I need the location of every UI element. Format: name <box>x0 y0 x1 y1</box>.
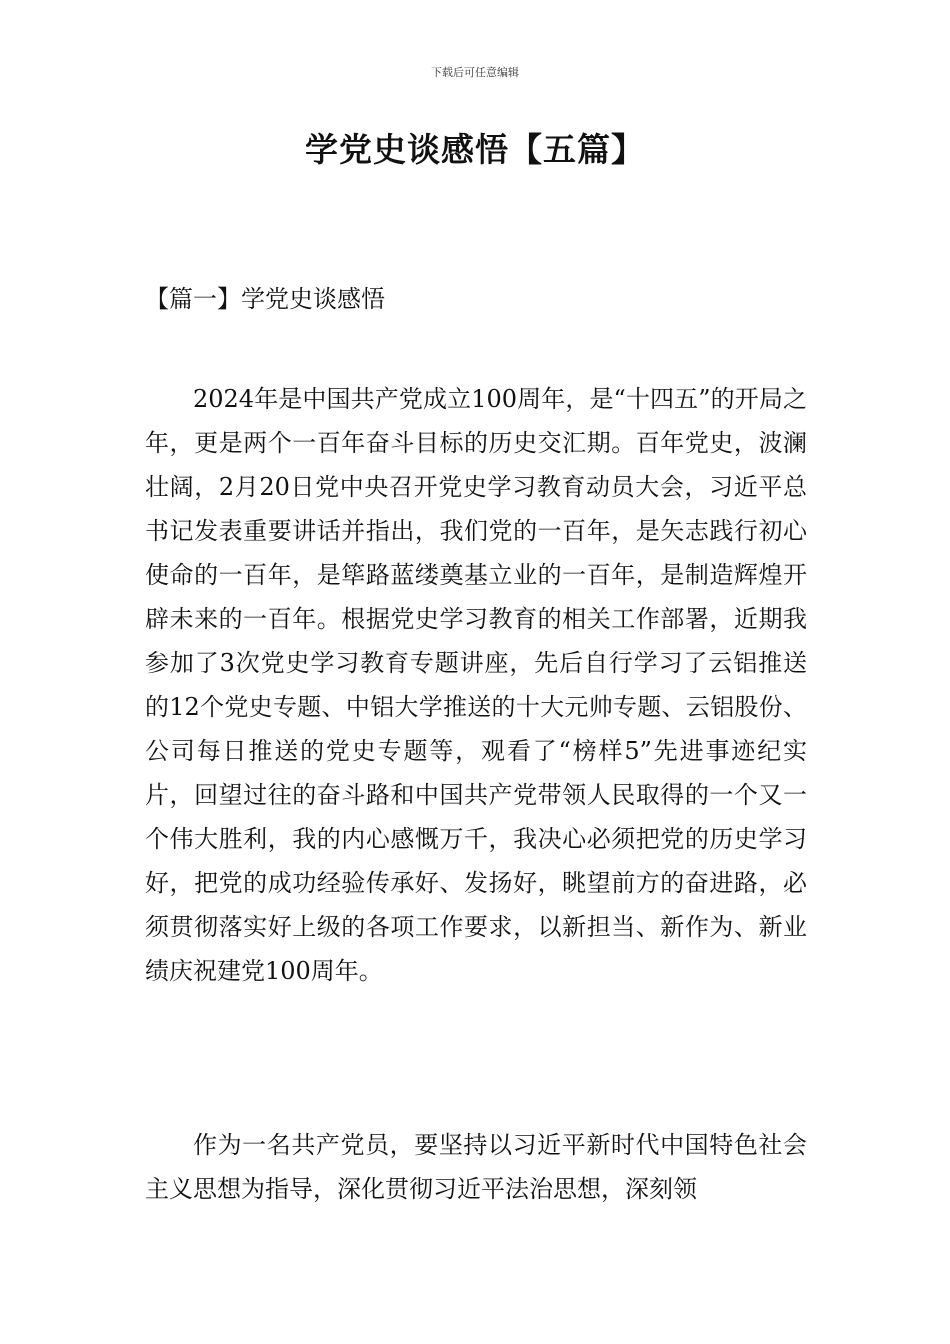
body-paragraph-1: 2024年是中国共产党成立100周年，是“十四五”的开局之年，更是两个一百年奋斗目标的历史交汇期。百年党史，波澜壮阔，2月20日党中央召开党史学习教育动员大会，习近平总书记发表重要讲话并指出，我们党的一百年，是矢志践行初心使命的一百年，是筚路蓝缕奠基立业的一百年，是制造辉煌开辟未来的一百年。根据党史学习教育的相关工作部署，近期我参加了3次党史学习教育专题讲座，先后自行学习了云铝推送的12个党史专题、中铝大学推送的十大元帅专题、云铝股份、公司每日推送的党史专题等，观看了“榜样5”先进事迹纪实片，回望过往的奋斗路和中国共产党带领人民取得的一个又一个伟大胜利，我的内心感慨万千，我决心必须把党的历史学习好，把党的成功经验传承好、发扬好，眺望前方的奋进路，必须贯彻落实好上级的各项工作要求，以新担当、新作为、新业绩庆祝建党100周年。 <box>145 385 807 985</box>
body-paragraph-2: 作为一名共产党员，要坚持以习近平新时代中国特色社会主义思想为指导，深化贯彻习近平法治思想，深刻领 <box>145 1131 807 1203</box>
document-title: 学党史谈感悟【五篇】 <box>305 130 645 169</box>
section-heading: 【篇一】学党史谈感悟 <box>145 285 385 313</box>
header-note: 下载后可任意编辑 <box>431 66 519 79</box>
